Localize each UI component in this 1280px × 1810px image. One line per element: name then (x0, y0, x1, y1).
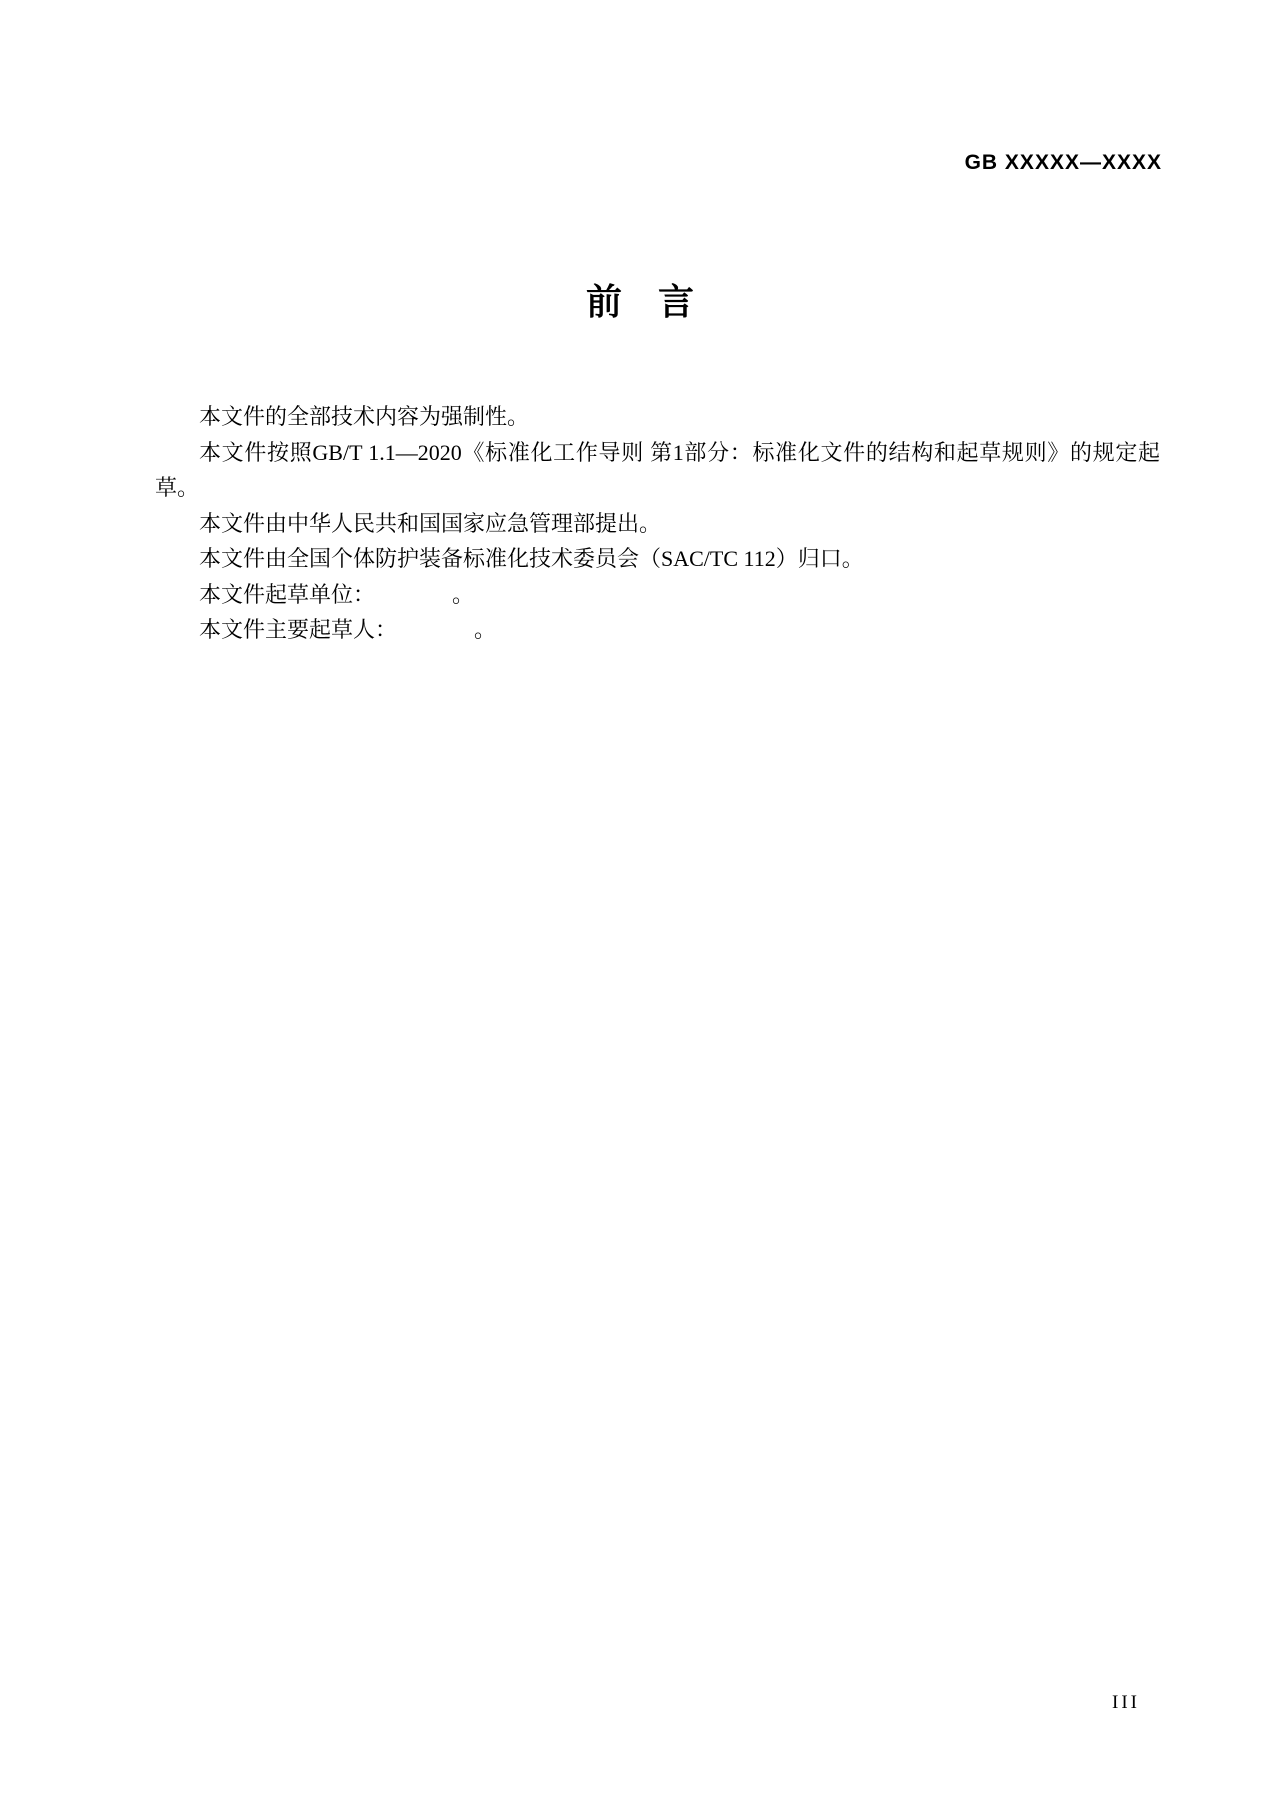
paragraph-proposed-by: 本文件由中华人民共和国国家应急管理部提出。 (199, 510, 662, 536)
paragraph-chief-drafters: 本文件主要起草人： 。 (199, 617, 497, 642)
foreword-body (155, 399, 1160, 648)
page-number: III (1112, 1692, 1140, 1713)
foreword-title: 前 言 (585, 281, 694, 322)
document-code: GB XXXXX—XXXX (964, 151, 1162, 174)
paragraph-mandatory-note: 本文件的全部技术内容为强制性。 (199, 404, 530, 429)
paragraph-drafting-organizations: 本文件起草单位： 。 (199, 581, 475, 607)
paragraph-drafting-rules: 本文件按照GB/T 1.1—2020《标准化工作导则 第1部分：标准化文件的结构和起草规则》的规定起草。 (155, 439, 1160, 500)
paragraph-under-jurisdiction: 本文件由全国个体防护装备标准化技术委员会（SAC/TC 112）归口。 (199, 546, 864, 571)
